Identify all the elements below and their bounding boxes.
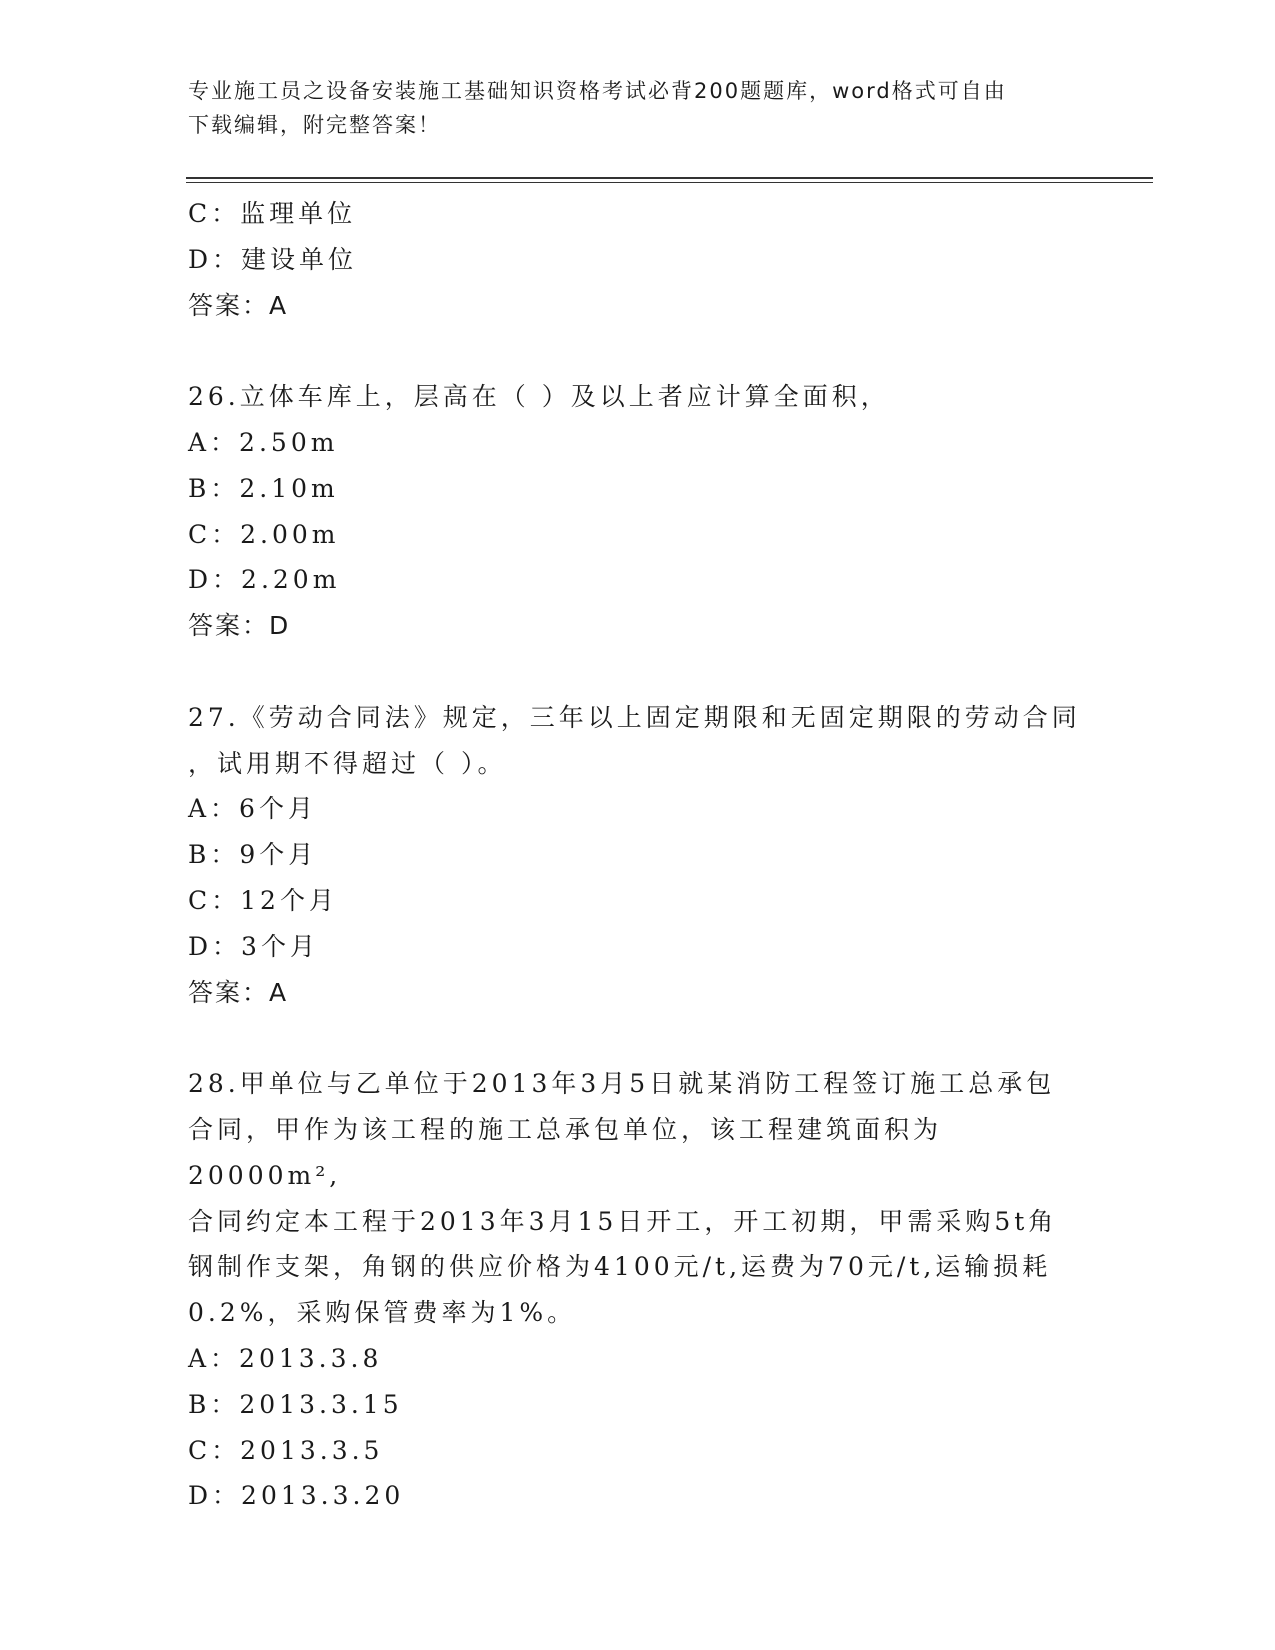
question-text: 钢制作支架，角钢的供应价格为4100元/t,运费为70元/t,运输损耗 [188, 1252, 1052, 1282]
prev-question [188, 191, 1088, 328]
option-b: B：9个月 [188, 840, 318, 870]
header-divider-thick [186, 177, 1153, 179]
question-28 [188, 1061, 1088, 1519]
option-c: C：监理单位 [188, 199, 357, 228]
question-text: ，试用期不得超过（ ）。 [188, 748, 507, 778]
option-d: D：建设单位 [188, 244, 358, 274]
option-c: C：2013.3.5 [188, 1435, 384, 1465]
option-a: A：2013.3.8 [188, 1343, 383, 1373]
option-b: B：2.10m [188, 473, 339, 503]
answer-line: 答案：D [188, 611, 291, 641]
document-header [188, 74, 1088, 142]
option-a: A：6个月 [188, 794, 317, 824]
option-d: D：3个月 [188, 931, 319, 961]
option-a: A：2.50m [188, 427, 339, 457]
spacer [188, 649, 1088, 695]
question-text: 0.2%，采购保管费率为1%。 [188, 1298, 577, 1328]
question-text: 28.甲单位与乙单位于2013年3月5日就某消防工程签订施工总承包 [188, 1069, 1056, 1099]
question-text: 26.立体车库上，层高在（ ）及以上者应计算全面积， [188, 382, 890, 412]
question-text: 27.《劳动合同法》规定，三年以上固定期限和无固定期限的劳动合同 [188, 702, 1081, 732]
option-c: C：12个月 [188, 885, 338, 915]
spacer [188, 1015, 1088, 1061]
option-d: D：2.20m [188, 565, 341, 595]
answer-line: 答案：A [188, 977, 289, 1007]
header-line-2: 下载编辑，附完整答案！ [188, 113, 441, 137]
question-27 [188, 695, 1088, 1016]
header-line-1: 专业施工员之设备安装施工基础知识资格考试必背200题题库，word格式可自由 [188, 79, 1007, 103]
question-text: 合同约定本工程于2013年3月15日开工，开工初期，甲需采购5t角 [188, 1206, 1058, 1236]
answer-line: 答案：A [188, 290, 289, 320]
option-d: D：2013.3.20 [188, 1481, 405, 1511]
option-c: C：2.00m [188, 519, 340, 549]
document-body [188, 191, 1088, 1519]
header-divider-thin [186, 182, 1153, 183]
question-text: 合同，甲作为该工程的施工总承包单位，该工程建筑面积为20000m², [188, 1114, 943, 1190]
option-b: B：2013.3.15 [188, 1389, 403, 1419]
question-26 [188, 374, 1088, 649]
spacer [188, 328, 1088, 374]
